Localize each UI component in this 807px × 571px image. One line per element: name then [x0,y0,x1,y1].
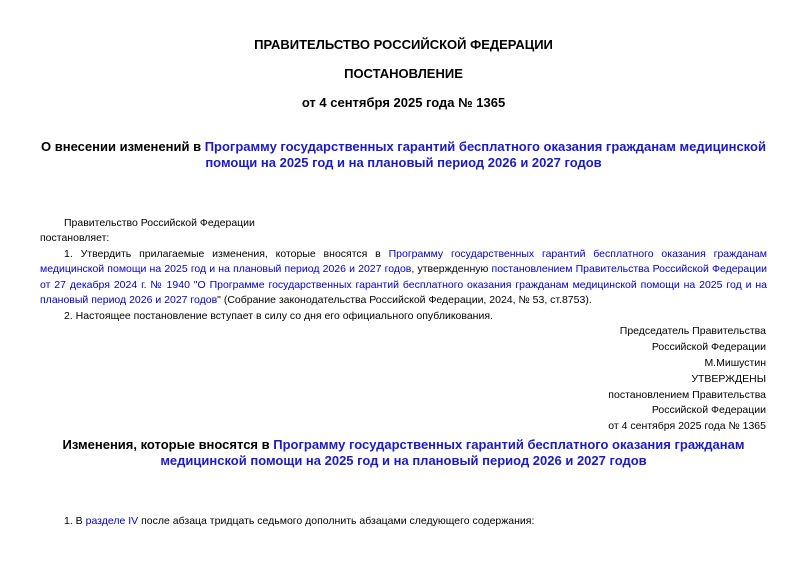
paragraph-item-1 [40,247,767,309]
approval-heading: УТВЕРЖДЕНЫ [691,373,766,385]
program-link-inline[interactable]: Программу государственных гарантий бесплатного оказания гражданам медицинской помощи на 2025 год и на плановый период 2026 и 2027 годов [40,248,767,276]
document-date-number: от 4 сентября 2025 года № 1365 [301,95,506,110]
document-type: ПОСТАНОВЛЕНИЕ [344,66,463,81]
resolution-1940-link[interactable]: постановлением Правительства Российской Федерации от 27 декабря 2024 г. № 1940 "О Программе государственных гарантий бесплатного оказания гражданам медицинской помощи на 2025 год и на плановый период 2026 и 2027 годов [40,263,767,307]
signature-position: Председатель Правительства [619,325,766,337]
document-title-prefix: О внесении изменений в [41,139,205,154]
item-1-text-end: " (Собрание законодательства Российской Федерации, 2024, № 53, ст.8753). [217,294,592,307]
intro-line-1: Правительство Российской Федерации [64,217,255,229]
approval-line-3: Российской Федерации [651,404,766,416]
document-title [40,139,767,171]
government-name: ПРАВИТЕЛЬСТВО РОССИЙСКОЙ ФЕДЕРАЦИИ [254,37,553,52]
item-1-text-start: 1. Утвердить прилагаемые изменения, которые вносятся в [64,248,389,260]
paragraph-item-2: 2. Настоящее постановление вступает в силу со дня его официального опубликования. [64,310,493,322]
changes-item-1 [40,514,767,529]
program-link[interactable]: Программу государственных гарантий бесплатного оказания гражданам медицинской помощи на 2025 год и на плановый период 2026 и 2027 годов [204,139,766,170]
approval-date-number: от 4 сентября 2025 года № 1365 [608,420,766,432]
changes-item-1-start: 1. В [64,515,86,527]
signature-country: Российской Федерации [651,341,766,353]
changes-program-link[interactable]: Программу государственных гарантий бесплатного оказания гражданам медицинской помощи на 2025 год и на плановый период 2026 и 2027 годов [160,437,745,468]
intro-line-2: постановляет: [40,232,110,244]
changes-title-prefix: Изменения, которые вносятся в [62,437,274,452]
approval-line-2: постановлением Правительства [608,389,766,401]
section-iv-link[interactable]: разделе IV [85,515,139,527]
item-1-text-middle: , утвержденную [411,263,492,276]
changes-title [40,437,767,469]
signature-name: М.Мишустин [704,357,766,369]
changes-item-1-end: после абзаца тридцать седьмого дополнить абзацами следующего содержания: [138,515,535,527]
